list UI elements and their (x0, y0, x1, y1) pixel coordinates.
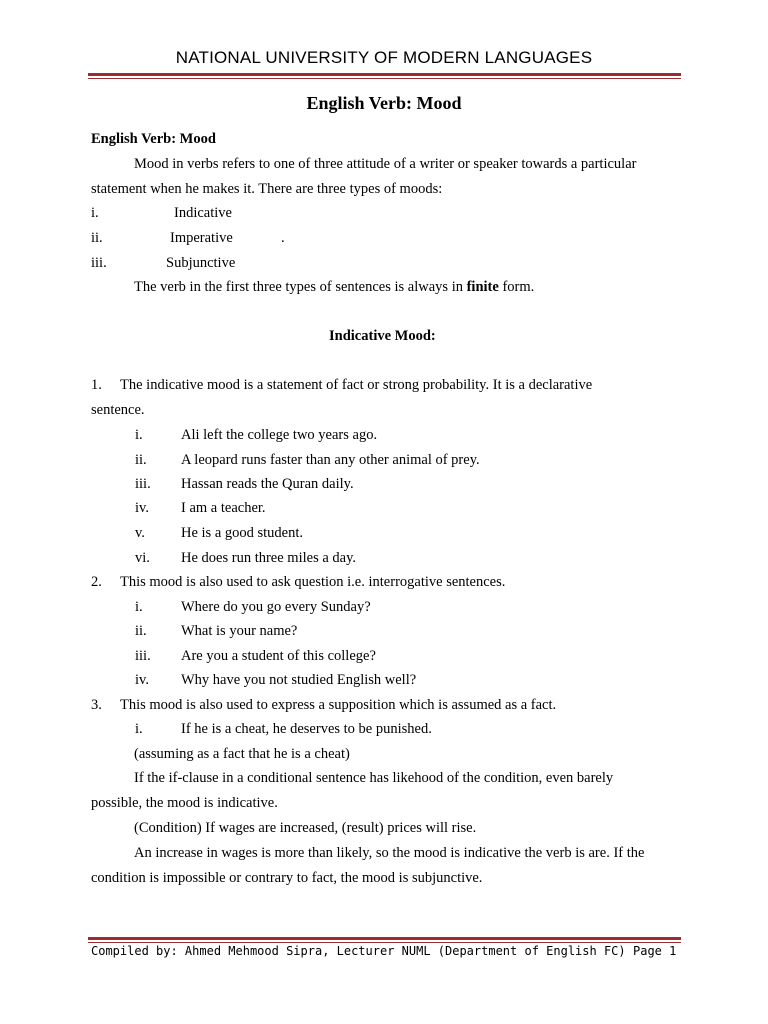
conditional-line-2: possible, the mood is indicative. (91, 795, 278, 811)
mood-label: Subjunctive (166, 255, 236, 271)
mood-label: Imperative (170, 230, 233, 246)
example-num: ii. (135, 452, 147, 468)
finite-note-bold: finite (466, 279, 499, 295)
footer-rule-thin (88, 942, 681, 943)
example-text: Why have you not studied English well? (181, 672, 417, 688)
increase-line-2: condition is impossible or contrary to fact, the mood is subjunctive. (91, 870, 483, 886)
point-number: 1. (91, 377, 102, 393)
example-num: iv. (135, 672, 149, 688)
example-text: Ali left the college two years ago. (181, 427, 378, 443)
increase-line-1: An increase in wages is more than likely, so the mood is indicative the verb is are. If the (134, 845, 645, 861)
example-num: vi. (135, 550, 150, 566)
finite-note-after: form. (498, 279, 535, 295)
footer-page-number: Page 1 (633, 944, 677, 958)
example-text: I am a teacher. (181, 500, 266, 516)
example-text: A leopard runs faster than any other animal of prey. (181, 452, 480, 468)
wages-example: (Condition) If wages are increased, (result) prices will rise. (134, 820, 477, 836)
mood-trailing-period: . (281, 230, 285, 246)
example-num: v. (135, 525, 145, 541)
mood-num: ii. (91, 230, 103, 246)
example-text: Where do you go every Sunday? (181, 599, 371, 615)
header-institution: NATIONAL UNIVERSITY OF MODERN LANGUAGES (175, 48, 593, 67)
section-heading: English Verb: Mood (91, 131, 216, 147)
finite-note-before: The verb in the first three types of sentences is always in (134, 279, 467, 295)
point-3-text: This mood is also used to express a supposition which is assumed as a fact. (120, 697, 557, 713)
indicative-heading: Indicative Mood: (329, 328, 436, 344)
finite-note (134, 279, 534, 296)
point-number: 2. (91, 574, 102, 590)
assumption-note: (assuming as a fact that he is a cheat) (134, 746, 350, 762)
header-rule-thick (88, 73, 681, 76)
mood-num: i. (91, 205, 99, 221)
example-num: i. (135, 721, 143, 737)
footer-rule-thick (88, 937, 681, 940)
example-text: If he is a cheat, he deserves to be punished. (181, 721, 432, 737)
example-text: Hassan reads the Quran daily. (181, 476, 354, 492)
point-number: 3. (91, 697, 102, 713)
example-text: He is a good student. (181, 525, 304, 541)
document-title: English Verb: Mood (306, 93, 462, 113)
example-num: i. (135, 599, 143, 615)
example-text: Are you a student of this college? (181, 648, 376, 664)
intro-line-1: Mood in verbs refers to one of three attitude of a writer or speaker towards a particular (134, 156, 637, 172)
mood-num: iii. (91, 255, 107, 271)
example-text: What is your name? (181, 623, 298, 639)
header-rule-thin (88, 78, 681, 79)
intro-line-2: statement when he makes it. There are three types of moods: (91, 181, 443, 197)
example-num: i. (135, 427, 143, 443)
example-num: iii. (135, 648, 151, 664)
footer-compiled-by: Compiled by: Ahmed Mehmood Sipra, Lecturer NUML (Department of English FC) (91, 944, 626, 958)
conditional-line-1: If the if-clause in a conditional sentence has likehood of the condition, even barely (134, 770, 614, 786)
example-num: ii. (135, 623, 147, 639)
point-1-line-2: sentence. (91, 402, 145, 418)
mood-label: Indicative (174, 205, 232, 221)
example-num: iii. (135, 476, 151, 492)
example-num: iv. (135, 500, 149, 516)
point-2-text: This mood is also used to ask question i.e. interrogative sentences. (120, 574, 506, 590)
point-1-line-1: The indicative mood is a statement of fact or strong probability. It is a declarative (120, 377, 593, 393)
example-text: He does run three miles a day. (181, 550, 357, 566)
